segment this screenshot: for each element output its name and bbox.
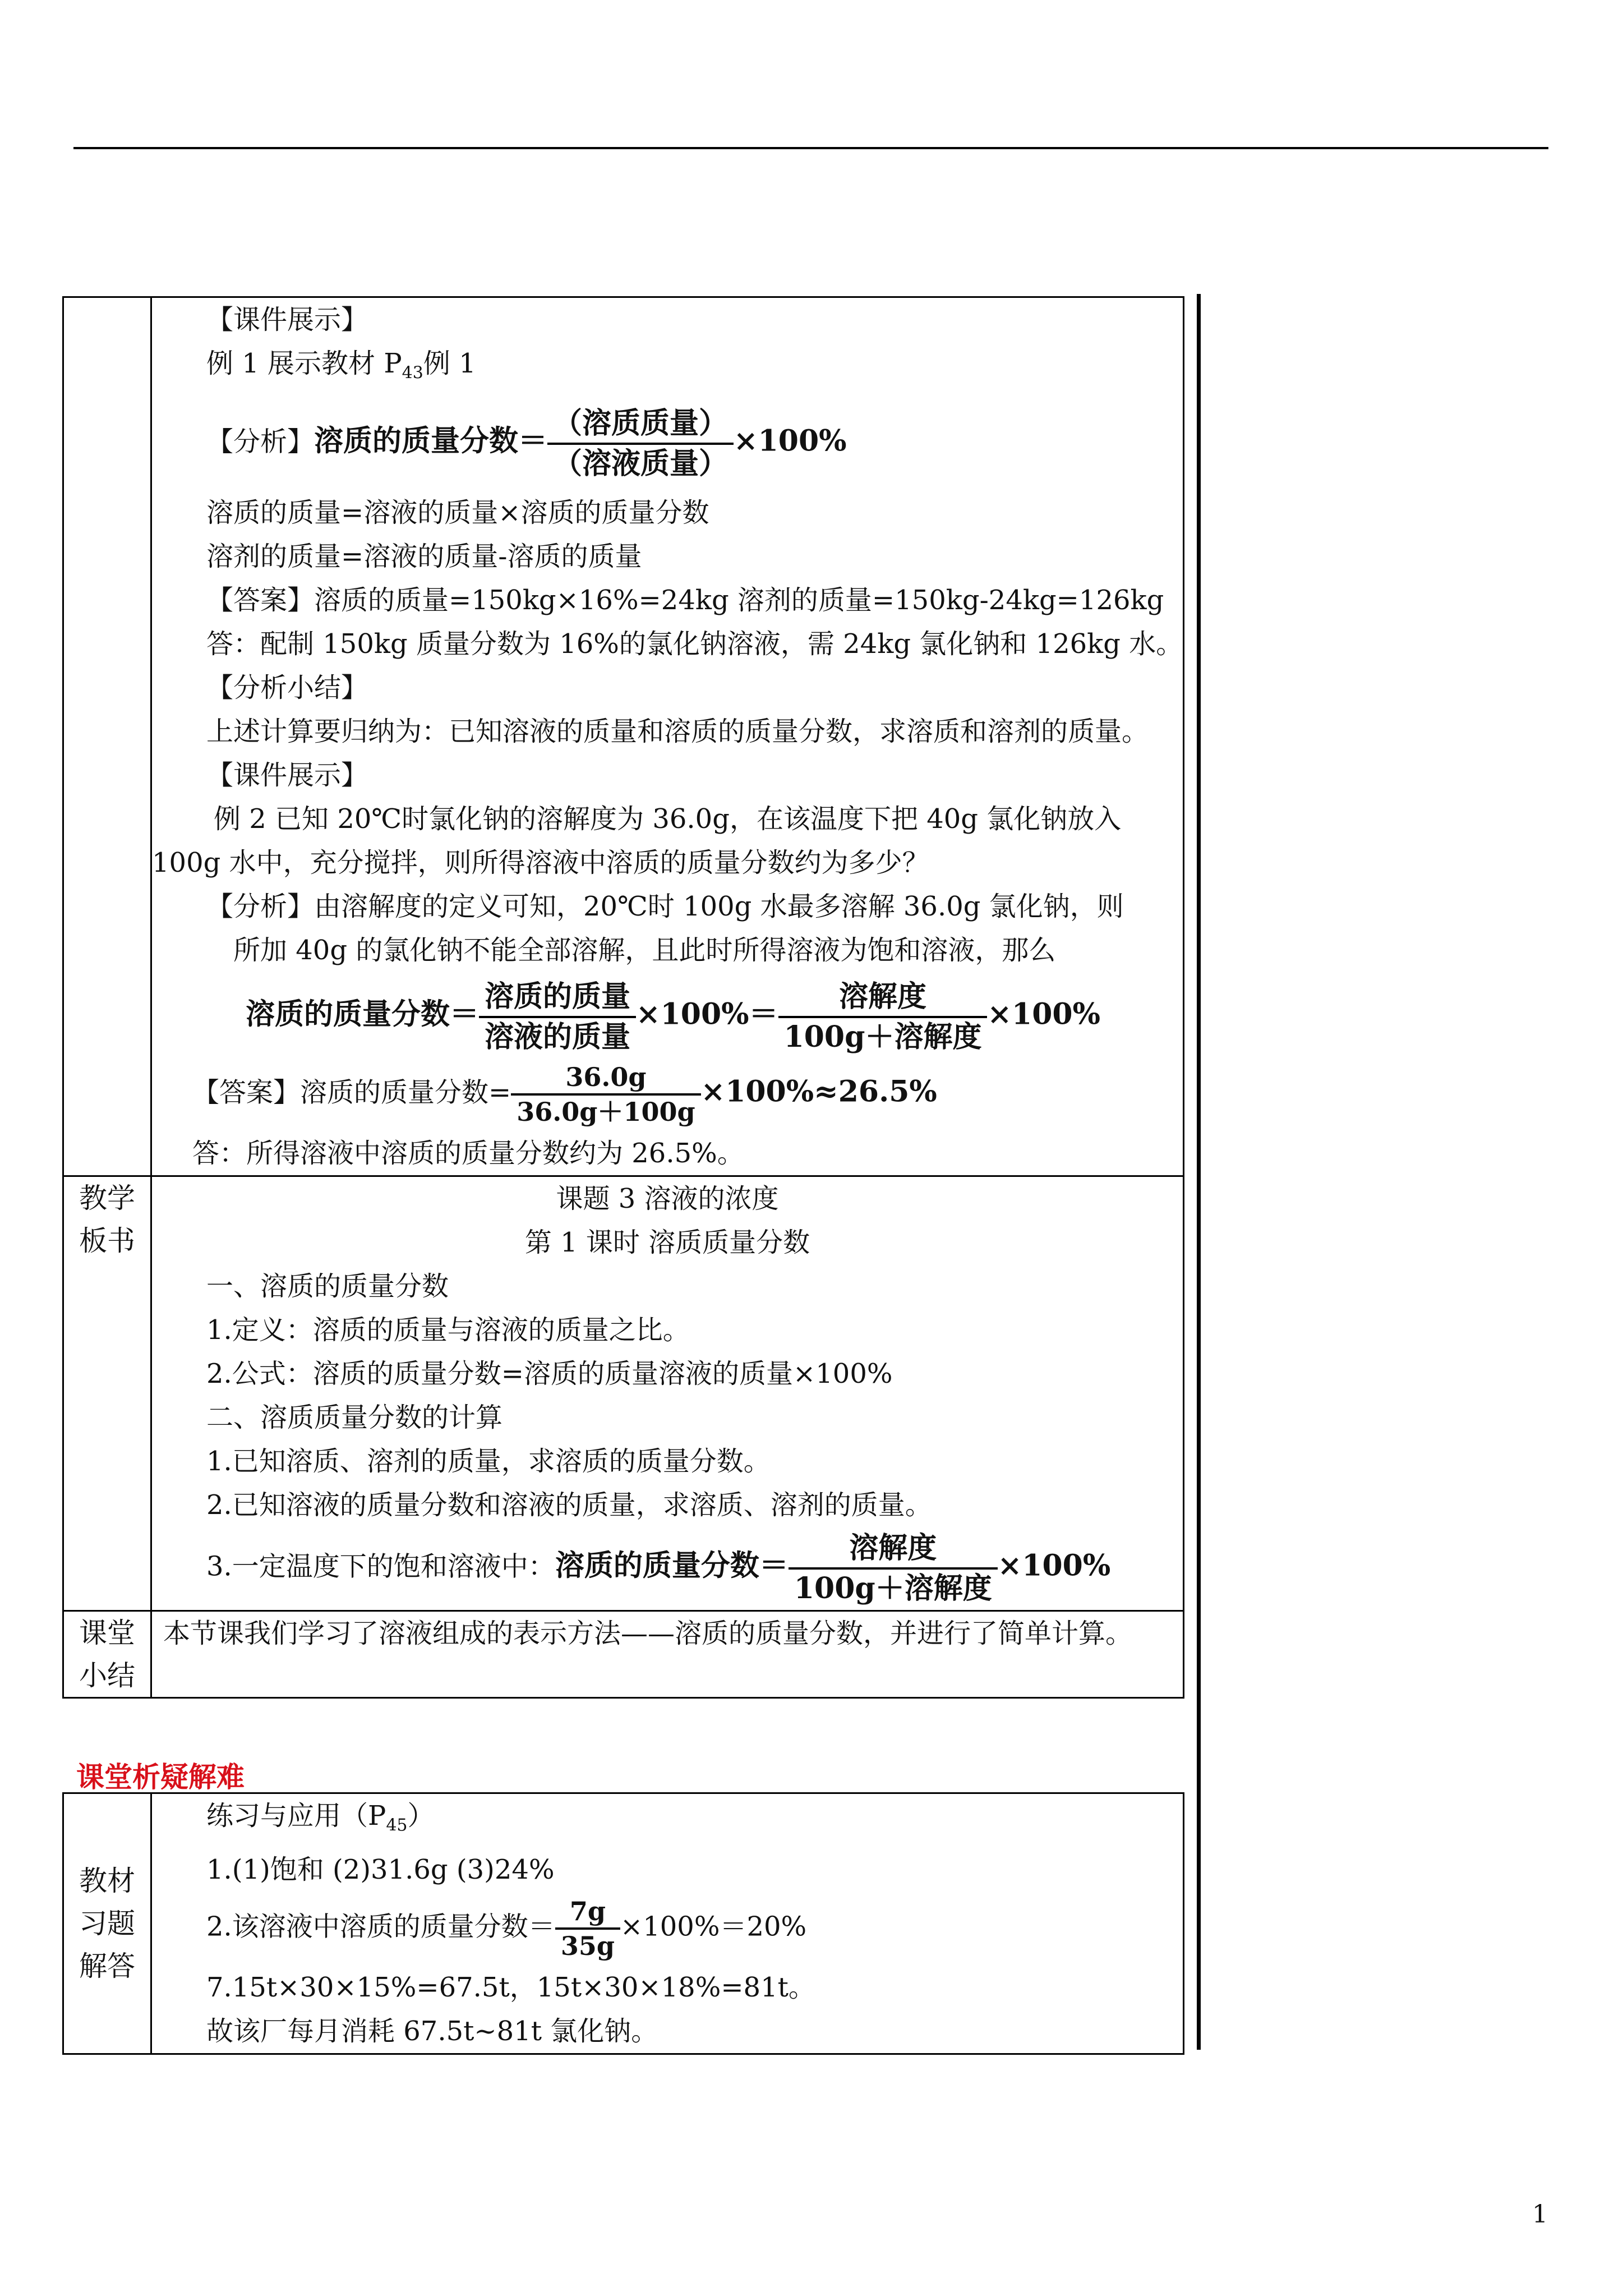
lesson-table xyxy=(62,296,1184,1699)
row-content xyxy=(151,297,1184,1176)
text-line: 溶质的质量=溶液的质量×溶质的质量分数 xyxy=(206,496,709,528)
text-line: 1.已知溶质、溶剂的质量，求溶质的质量分数。 xyxy=(206,1445,771,1477)
text-line: 一、溶质的质量分数 xyxy=(206,1270,449,1302)
fraction: $\frac{\text{溶解度}}{\text{100g＋溶解度}}$ xyxy=(778,978,988,1056)
row-label: 教学 板书 xyxy=(63,1176,151,1611)
summary-text: 本节课我们学习了溶液组成的表示方法——溶质的质量分数，并进行了简单计算。 xyxy=(163,1617,1133,1649)
formula-line: 【答案】溶质的质量分数= $\frac{36.0g}{36.0g+100g}$ ×100%≈26.5% xyxy=(192,1061,937,1127)
text-line: 1.(1)饱和 (2)31.6g (3)24% xyxy=(206,1853,555,1885)
board-subtitle: 第 1 课时 溶质质量分数 xyxy=(524,1226,810,1258)
text-line: 1.定义：溶质的质量与溶液的质量之比。 xyxy=(206,1314,690,1346)
text-line: 答：配制 150kg 质量分数为 16%的氯化钠溶液，需 24kg 氯化钠和 126kg 水。 xyxy=(206,628,1183,660)
row-content xyxy=(151,1176,1184,1611)
table-row xyxy=(63,1611,1184,1697)
table-row xyxy=(63,1176,1184,1611)
text-line: 【答案】溶质的质量=150kg×16%=24kg 溶剂的质量=150kg-24kg=126kg xyxy=(206,584,1164,616)
page-number: 1 xyxy=(1532,2200,1548,2229)
fraction: $\frac{\text{（溶质质量）}}{\text{（溶液质量）}}$ xyxy=(547,404,734,483)
formula-line: 3.一定温度下的饱和溶液中：溶质的质量分数＝ $\frac{\text{溶解度}}{\text{100g＋溶解度}}$ ×100% xyxy=(152,1529,1183,1608)
row-content xyxy=(151,1611,1184,1697)
formula-line: 【分析】溶质的质量分数＝ $\frac{\text{（溶质质量）}}{\text{（溶液质量）}}$ ×100% xyxy=(152,404,1183,483)
section-heading: 课堂析疑解难 xyxy=(76,1760,245,1793)
table-row xyxy=(63,1793,1184,2054)
exercise-table xyxy=(62,1792,1184,2055)
row-label: 课堂 小结 xyxy=(63,1611,151,1697)
row-content xyxy=(151,1793,1184,2054)
fraction: $\frac{\text{溶解度}}{\text{100g＋溶解度}}$ xyxy=(789,1529,998,1608)
text-paragraph: 例 2 已知 20℃时氯化钠的溶解度为 36.0g，在该温度下把 40g 氯化钠放入 100g 水中，充分搅拌，则所得溶液中溶质的质量分数约为多少？ xyxy=(152,803,1122,878)
text-line: 【课件展示】 xyxy=(206,759,368,791)
fraction: $\frac{\text{溶质的质量}}{\text{溶液的质量}}$ xyxy=(479,978,636,1056)
top-rule xyxy=(73,147,1548,149)
formula-line: 2.该溶液中溶质的质量分数＝ $\frac{7g}{35g}$ ×100%＝20% xyxy=(206,1895,807,1961)
text-line: 【课件展示】 xyxy=(206,304,368,335)
text-line: 故该厂每月消耗 67.5t~81t 氯化钠。 xyxy=(206,2015,658,2047)
text-line: 2.已知溶液的质量分数和溶液的质量，求溶质、溶剂的质量。 xyxy=(206,1489,932,1521)
fraction: $\frac{36.0g}{36.0g+100g}$ xyxy=(511,1061,700,1128)
text-line: 练习与应用$(P_{45})$ xyxy=(206,1800,435,1835)
row-label xyxy=(63,297,151,1176)
text-line: 【分析】由溶解度的定义可知，20℃时 100g 水最多溶解 36.0g 氯化钠，则 xyxy=(206,890,1124,922)
text-line: 2.公式：溶质的质量分数=溶质的质量溶液的质量×100% xyxy=(206,1358,893,1389)
table-row xyxy=(63,297,1184,1176)
text-line: 例 1 展示教材 $P_{43}$例 1 xyxy=(206,348,476,383)
text-line: 7.15t×30×15%=67.5t，15t×30×18%=81t。 xyxy=(206,1971,815,2003)
text-line: 所加 40g 的氯化钠不能全部溶解，且此时所得溶液为饱和溶液，那么 xyxy=(233,934,1056,966)
text-line: 答：所得溶液中溶质的质量分数约为 26.5%。 xyxy=(192,1137,744,1169)
board-title: 课题 3 溶液的浓度 xyxy=(556,1182,779,1214)
text-line: 溶剂的质量=溶液的质量-溶质的质量 xyxy=(206,540,642,572)
formula-line: 溶质的质量分数＝ $\frac{\text{溶质的质量}}{\text{溶液的质量}}$ ×100%＝ $\frac{\text{溶解度}}{\text{100g＋溶解度}}$ ×100% xyxy=(152,978,1183,1056)
text-paragraph: 上述计算要归纳为：已知溶液的质量和溶质的质量分数，求溶质和溶剂的质量。 xyxy=(206,715,1149,747)
row-label: 教材 习题 解答 xyxy=(63,1793,151,2054)
margin-bar xyxy=(1197,294,1201,2050)
fraction: $\frac{7g}{35g}$ xyxy=(555,1895,620,1962)
text-line: 【分析小结】 xyxy=(206,671,368,703)
text-line: 二、溶质质量分数的计算 xyxy=(206,1401,503,1433)
